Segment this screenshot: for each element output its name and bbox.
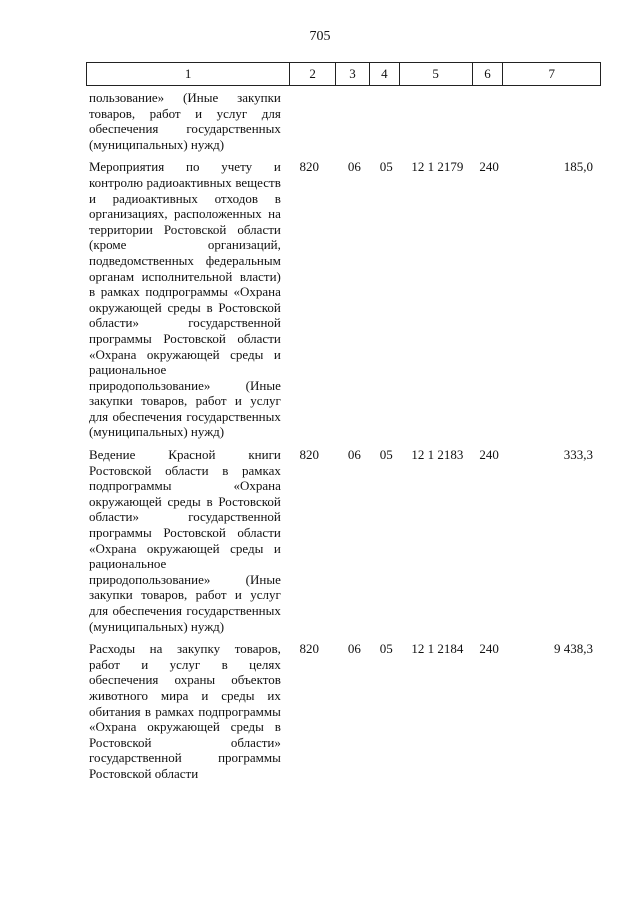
page-number: 705 xyxy=(309,29,331,44)
row-col-5: 12 1 2179 xyxy=(411,159,464,175)
row-description: Расходы на закупку товаров, работ и услуг в целях обеспечения охраны объектов животного мира и среды их обитания в рамках подпрограммы «Охрана окружающей среды в Ростовской области» государственной программы Ростовской области xyxy=(89,641,281,781)
row-col-3 xyxy=(338,90,372,152)
row-col-4: 05 xyxy=(379,159,393,175)
header-col-3: 3 xyxy=(336,63,370,85)
table-row xyxy=(86,159,601,440)
row-col-7: 9 438,3 xyxy=(553,641,593,657)
row-col-6: 240 xyxy=(479,159,499,175)
table-row xyxy=(86,90,601,152)
row-col-6: 240 xyxy=(479,641,499,657)
row-col-5: 12 1 2183 xyxy=(411,447,464,463)
header-col-5: 5 xyxy=(400,63,473,85)
row-col-2: 820 xyxy=(299,641,319,657)
row-col-4: 05 xyxy=(379,641,393,657)
row-col-6: 240 xyxy=(479,447,499,463)
row-col-5 xyxy=(401,90,474,152)
header-col-4: 4 xyxy=(370,63,400,85)
row-description: пользование» (Иные закупки товаров, работ и услуг для обеспечения государственных (муниципальных) нужд) xyxy=(89,90,281,152)
row-col-3: 06 xyxy=(347,159,361,175)
table-header xyxy=(86,62,601,86)
row-col-2: 820 xyxy=(299,447,319,463)
row-col-7: 185,0 xyxy=(563,159,593,175)
row-col-7: 333,3 xyxy=(563,447,593,463)
header-col-2: 2 xyxy=(290,63,336,85)
row-col-5: 12 1 2184 xyxy=(411,641,464,657)
header-col-6: 6 xyxy=(473,63,504,85)
row-col-3: 06 xyxy=(347,447,361,463)
row-col-4: 05 xyxy=(379,447,393,463)
row-description: Ведение Красной книги Ростовской области в рамках подпрограммы «Охрана окружающей среды в Ростовской области» государственной программы Ростовской области «Охрана окружающей среды и рациональное природопользование» (Иные закупки товаров, работ и услуг для обеспечения государственных (муниципальных) нужд) xyxy=(89,447,281,634)
row-col-2: 820 xyxy=(299,159,319,175)
row-col-6 xyxy=(474,90,505,152)
header-col-1: 1 xyxy=(87,63,290,85)
table-body xyxy=(86,90,601,789)
row-col-2 xyxy=(281,90,338,152)
header-col-7: 7 xyxy=(548,66,555,81)
row-col-7 xyxy=(505,90,601,152)
row-description: Мероприятия по учету и контролю радиоактивных веществ и радиоактивных отходов в организациях, расположенных на территории Ростовской области (кроме организаций, подведомственных федеральным органам исполнительной власти) в рамках подпрограммы «Охрана окружающей среды в Ростовской области» государственной программы Ростовской области «Охрана окружающей среды и рациональное природопользование» (Иные закупки товаров, работ и услуг для обеспечения государственных (муниципальных) нужд) xyxy=(89,159,281,440)
row-col-4 xyxy=(371,90,401,152)
row-col-3: 06 xyxy=(347,641,361,657)
table-row xyxy=(86,447,601,634)
table-row xyxy=(86,641,601,781)
